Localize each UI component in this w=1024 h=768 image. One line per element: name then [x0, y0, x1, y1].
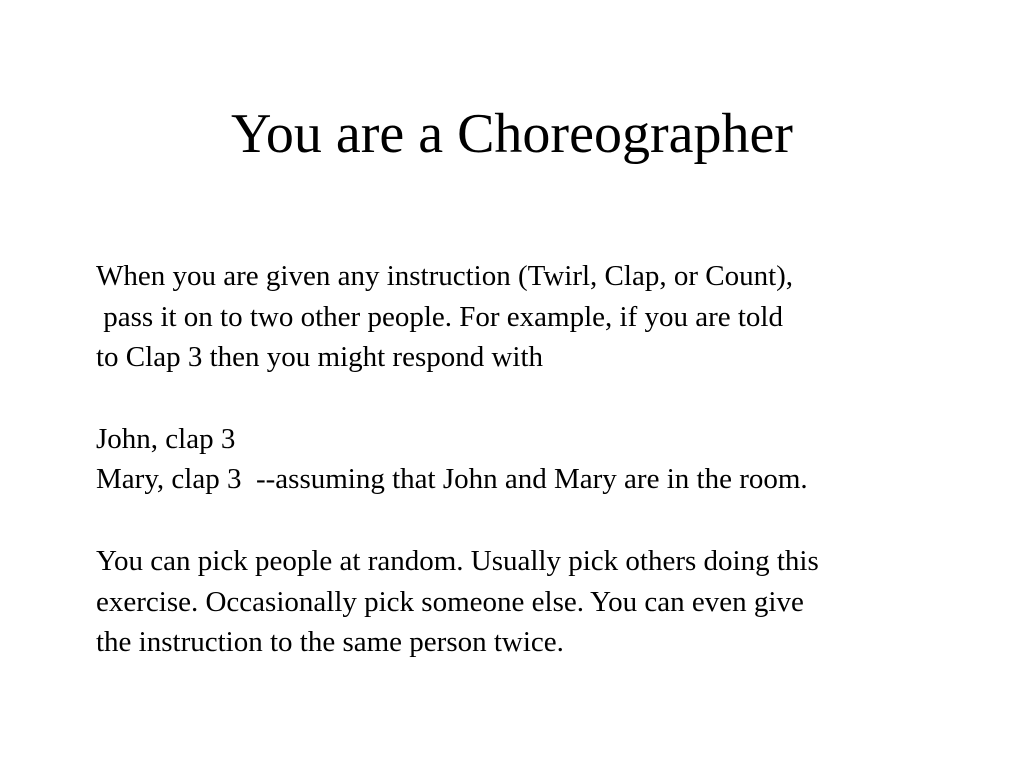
blank-line [96, 500, 996, 541]
body-line: exercise. Occasionally pick someone else. You can even give [96, 585, 804, 618]
slide-title: You are a Choreographer [231, 103, 793, 165]
body-line: John, clap 3 [96, 422, 236, 455]
slide-body [96, 256, 996, 663]
body-line: Mary, clap 3 --assuming that John and Mary are in the room. [96, 463, 808, 496]
body-line: the instruction to the same person twice. [96, 626, 564, 659]
blank-line [96, 378, 996, 419]
body-line: to Clap 3 then you might respond with [96, 341, 544, 374]
body-line: You can pick people at random. Usually pick others doing this [96, 544, 819, 577]
body-line: When you are given any instruction (Twirl, Clap, or Count), [96, 260, 794, 292]
body-line: pass it on to two other people. For example, if you are told [96, 300, 783, 333]
